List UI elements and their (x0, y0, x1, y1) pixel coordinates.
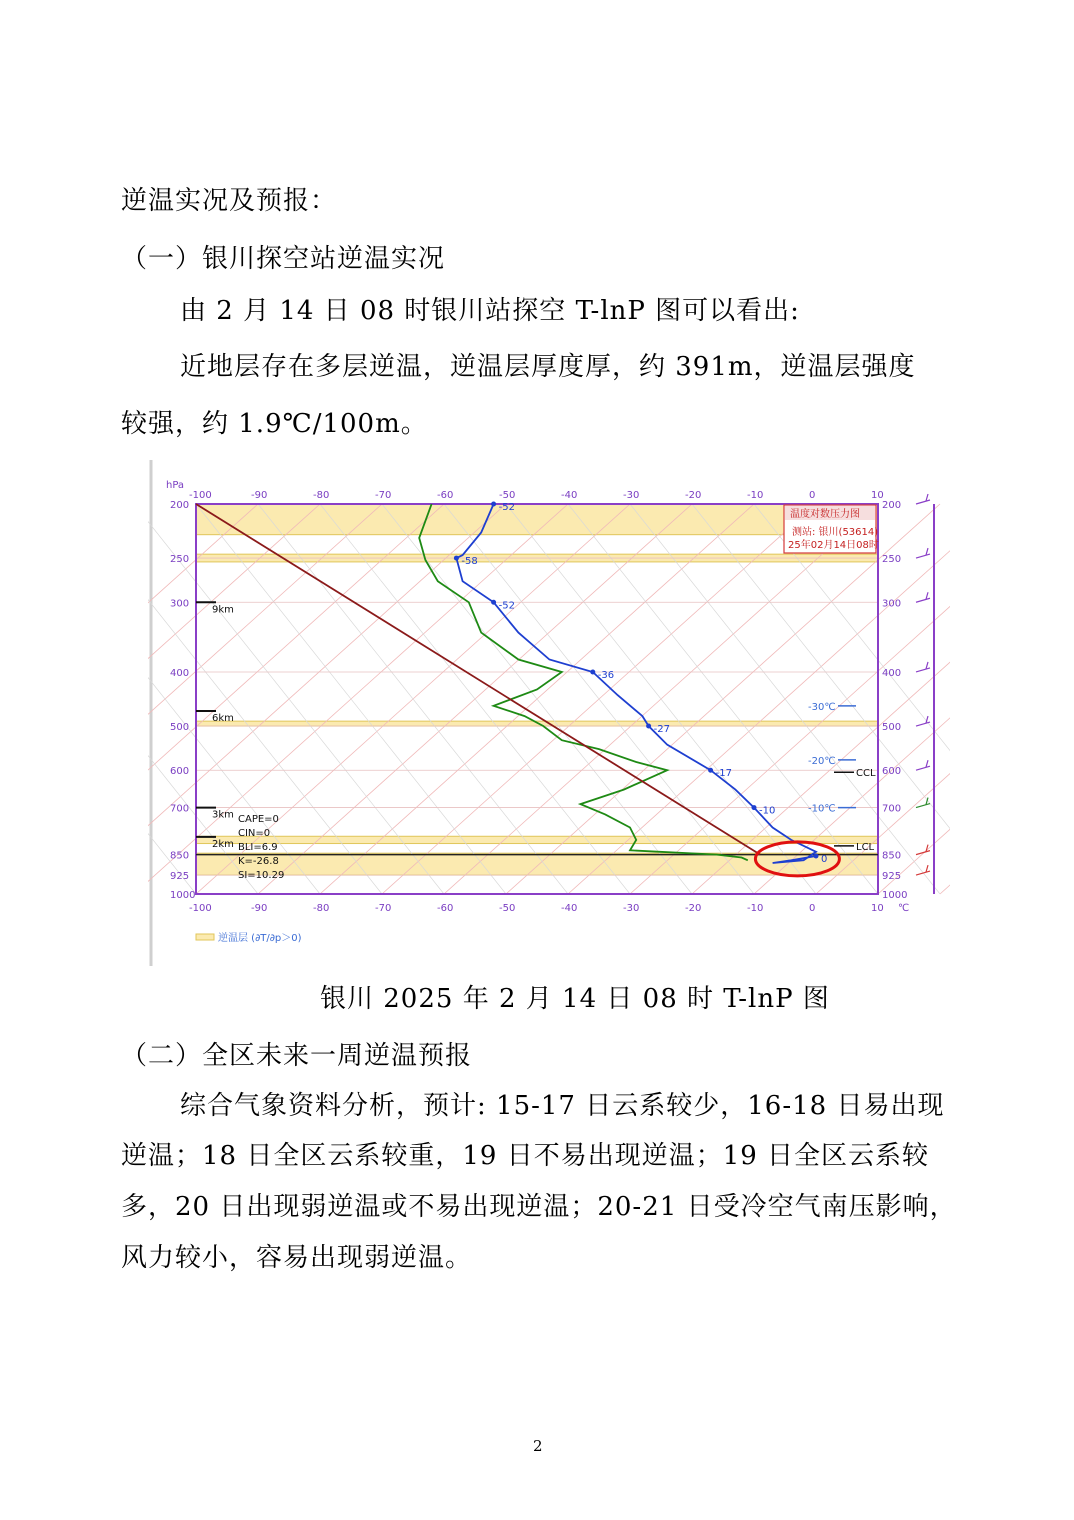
x-tick-label-top: -50 (499, 490, 516, 501)
figure-caption: 银川 2025 年 2 月 14 日 08 时 T-lnP 图 (320, 984, 830, 1014)
adiabat-line (568, 504, 878, 894)
isotherm-temp-label: -20℃ (808, 755, 836, 767)
temperature-point (814, 854, 819, 859)
adiabat-line (506, 504, 816, 894)
wind-barb-icon (916, 766, 930, 770)
x-tick-label-top: 0 (809, 490, 816, 501)
level-label: LCL (856, 841, 875, 853)
p-tick-label-left: 1000 (170, 890, 196, 901)
temperature-point (752, 805, 757, 810)
p-tick-label-right: 400 (882, 667, 902, 679)
stability-index: BLI=6.9 (238, 842, 278, 853)
legend-time: 25年02月14日08时 (788, 540, 879, 551)
p-tick-label-left: 200 (170, 500, 190, 511)
p-tick-label-left: 850 (170, 850, 190, 862)
p-tick-label-right: 250 (882, 554, 902, 566)
wind-barb-icon (916, 598, 930, 602)
wind-barb-icon (916, 554, 930, 558)
wind-barb-icon (926, 548, 928, 555)
section-2-line-1: 综合气象资料分析，预计: 15-17 日云系较少，16-18 日易出现 (180, 1091, 945, 1121)
x-tick-label-bottom: -90 (251, 903, 268, 914)
temperature-point (590, 669, 595, 674)
x-tick-label-bottom: 10 (871, 903, 884, 914)
temperature-value-label: 0 (821, 854, 828, 866)
stability-index: K=-26.8 (238, 856, 279, 867)
x-tick-label-bottom: -50 (499, 903, 516, 914)
x-tick-label-top: -70 (375, 490, 392, 501)
inversion-legend-label: 逆温层 (∂T/∂p＞0) (218, 933, 302, 944)
x-tick-label-top: -80 (313, 490, 330, 501)
x-tick-label-bottom: -10 (747, 903, 764, 914)
wind-barb-icon (926, 592, 928, 599)
x-tick-label-top: -40 (561, 490, 578, 501)
tlnp-chart-svg (148, 460, 950, 966)
wind-barb-icon (916, 500, 930, 504)
level-label: CCL (856, 768, 876, 780)
temperature-value-label: -58 (461, 556, 478, 568)
x-tick-label-top: -10 (747, 490, 764, 501)
legend-station: 测站: 银川(53614) (792, 527, 879, 538)
p-tick-label-right: 300 (882, 598, 902, 610)
section-2-title: （二）全区未来一周逆温预报 (121, 1041, 473, 1071)
x-tick-label-bottom: 0 (809, 903, 816, 914)
main-heading: 逆温实况及预报： (121, 186, 338, 216)
inversion-layer-band (196, 853, 878, 875)
isotherm-temp-label: -10℃ (808, 803, 836, 815)
inversion-layer-band (196, 504, 878, 535)
x-tick-label-top: 10 (871, 490, 884, 501)
tlnp-chart (148, 460, 950, 966)
temperature-point (454, 556, 459, 561)
wind-barb-icon (916, 871, 930, 875)
p-tick-label-right: 700 (882, 803, 902, 815)
p-tick-label-right: 500 (882, 722, 902, 734)
isotherm-line (148, 504, 506, 894)
stability-index: SI=10.29 (238, 870, 285, 881)
section-2-line-3: 多，20 日出现弱逆温或不易出现逆温；20-21 日受冷空气南压影响， (121, 1192, 957, 1222)
adiabat-line (382, 504, 692, 894)
inversion-legend-swatch (196, 934, 214, 940)
section-1-title: （一）银川探空站逆温实况 (121, 244, 446, 274)
height-label: 6km (212, 713, 234, 725)
section-2-line-4: 风力较小，容易出现弱逆温。 (121, 1243, 473, 1273)
x-tick-label-bottom: -40 (561, 903, 578, 914)
temperature-value-label: -27 (653, 724, 670, 736)
x-tick-label-top: -60 (437, 490, 454, 501)
isotherm-line (940, 504, 950, 894)
x-tick-label-top: -90 (251, 490, 268, 501)
x-unit-label: ℃ (898, 903, 910, 914)
p-tick-label-right: 1000 (882, 890, 908, 901)
stability-index: CAPE=0 (238, 814, 279, 825)
adiabat-line (444, 504, 754, 894)
p-tick-label-left: 300 (170, 598, 190, 610)
legend-title: 温度对数压力图 (790, 509, 860, 520)
p-tick-label-left: 250 (170, 554, 190, 566)
page-number: 2 (533, 1437, 543, 1455)
wind-barb-icon (916, 668, 930, 672)
temperature-point (491, 600, 496, 605)
x-tick-label-top: -30 (623, 490, 640, 501)
p-tick-label-left: 600 (170, 766, 190, 778)
section-1-paragraph-2-line-1: 近地层存在多层逆温，逆温层厚度厚，约 391m，逆温层强度 (180, 352, 916, 382)
x-tick-label-bottom: -80 (313, 903, 330, 914)
temperature-value-label: -52 (498, 502, 515, 513)
section-1-paragraph-2-line-2: 较强，约 1.9℃/100m。 (121, 409, 428, 439)
wind-barb-icon (926, 845, 928, 852)
stability-index: CIN=0 (238, 828, 271, 839)
temperature-value-label: -52 (498, 600, 515, 612)
wind-barb-icon (916, 722, 930, 726)
x-tick-label-bottom: -30 (623, 903, 640, 914)
temperature-point (646, 724, 651, 729)
p-tick-label-right: 850 (882, 850, 902, 862)
isotherm-temp-label: -30℃ (808, 701, 836, 713)
height-label: 3km (212, 809, 234, 821)
x-tick-label-bottom: -70 (375, 903, 392, 914)
wind-barb-icon (916, 804, 930, 808)
p-tick-label-left: 500 (170, 722, 190, 734)
wind-barb-icon (926, 865, 928, 872)
p-tick-label-right: 925 (882, 871, 902, 883)
x-tick-label-top: -20 (685, 490, 702, 501)
y-unit-label: hPa (166, 480, 185, 491)
temperature-point (491, 502, 496, 507)
isotherm-line (148, 504, 568, 894)
wind-barb-icon (926, 494, 928, 501)
p-tick-label-left: 925 (170, 871, 190, 883)
adiabat-line (258, 504, 568, 894)
inversion-layer-band (196, 836, 878, 843)
temperature-point (708, 768, 713, 773)
temperature-value-label: -17 (715, 768, 732, 780)
section-2-line-2: 逆温；18 日全区云系较重，19 日不易出现逆温；19 日全区云系较 (121, 1141, 930, 1171)
wind-barb-icon (926, 760, 928, 767)
height-label: 9km (212, 604, 234, 616)
height-label: 2km (212, 838, 234, 850)
isotherm-line (630, 504, 950, 894)
x-tick-label-bottom: -20 (685, 903, 702, 914)
p-tick-label-left: 700 (170, 803, 190, 815)
x-tick-label-top: -100 (189, 490, 212, 501)
p-tick-label-left: 400 (170, 667, 190, 679)
p-tick-label-right: 200 (882, 500, 902, 511)
x-tick-label-bottom: -100 (189, 903, 212, 914)
temperature-value-label: -10 (759, 805, 776, 817)
wind-barb-icon (926, 662, 928, 669)
p-tick-label-right: 600 (882, 766, 902, 778)
x-tick-label-bottom: -60 (437, 903, 454, 914)
temperature-value-label: -36 (597, 669, 615, 681)
section-1-paragraph-1: 由 2 月 14 日 08 时银川站探空 T-lnP 图可以看出: (180, 296, 800, 326)
